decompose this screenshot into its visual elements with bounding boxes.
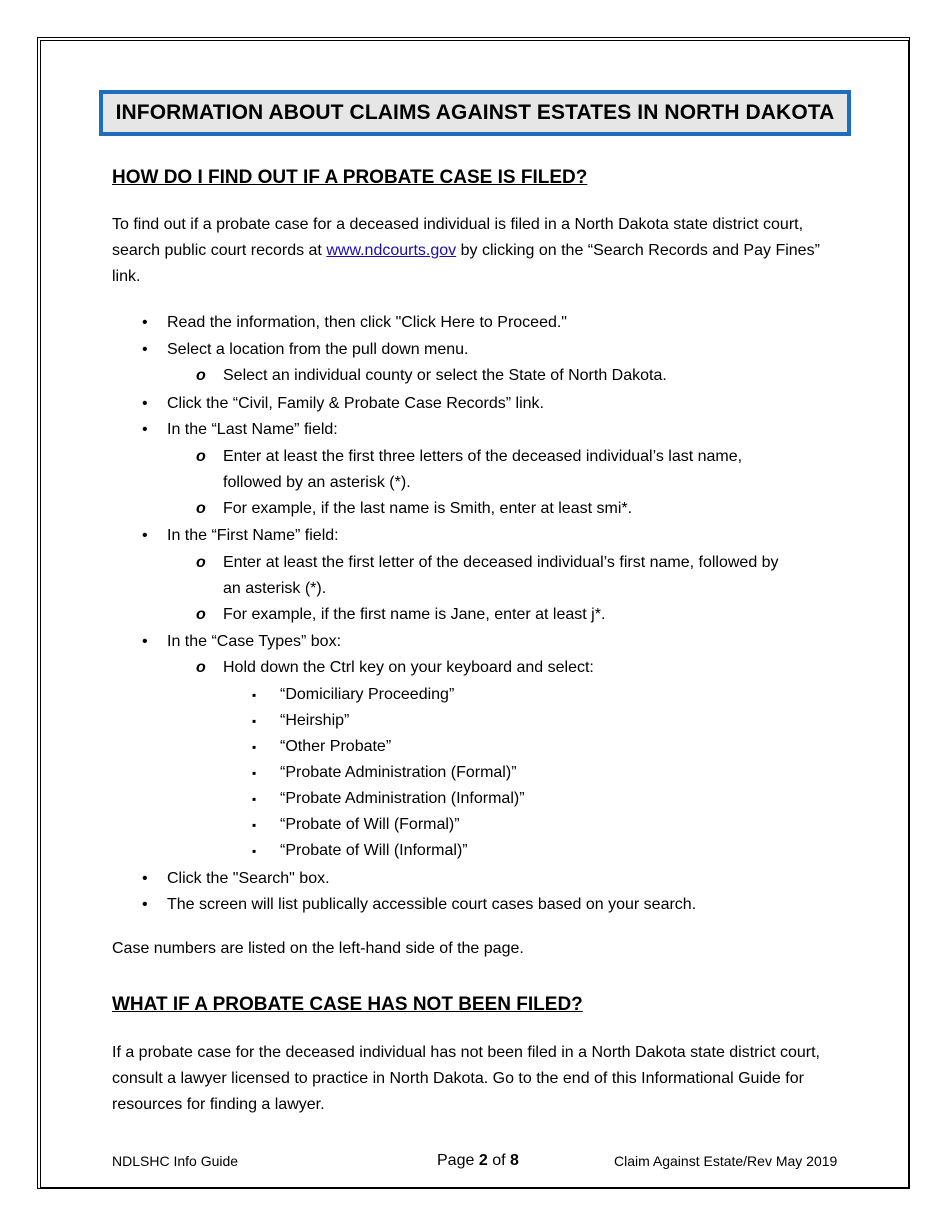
square-bullet-icon: ▪ [252,844,257,858]
sub-bullet-icon: o [196,554,206,571]
sub-bullet-icon: o [196,448,206,465]
section2-body: If a probate case for the deceased individual has not been filed in a North Dakota state district court, consult a lawyer licensed to practice in North Dakota. Go to the end of this Informational Guide for resources for finding a lawyer. [112,1044,820,1113]
section2-heading: WHAT IF A PROBATE CASE HAS NOT BEEN FILED? [112,994,583,1015]
bullet-icon: • [142,395,148,412]
bullet-icon: • [142,527,148,544]
step-select-location: Select a location from the pull down menu. [167,341,469,358]
bullet-icon: • [142,870,148,887]
bullet-icon: • [142,633,148,650]
intro-text-after-link: by clicking on the “Search Records and Pay Fines” link. [112,242,820,285]
square-bullet-icon: ▪ [252,688,257,702]
case-type-item: “Probate of Will (Informal)” [280,842,468,859]
step-last-name-field: In the “Last Name” field: [167,421,338,438]
step-read-info: Read the information, then click "Click Here to Proceed." [167,314,567,331]
case-type-item: “Heirship” [280,712,350,729]
sub-bullet-icon: o [196,659,206,676]
step-case-types-box: In the “Case Types” box: [167,633,342,650]
substep-first-name-enter-cont: an asterisk (*). [223,580,327,597]
substep-first-name-enter: Enter at least the first letter of the deceased individual’s first name, followed by [223,554,779,571]
intro-text-before-link: To find out if a probate case for a deceased individual is filed in a North Dakota state district court, search public court records at [112,216,804,259]
ndcourts-link[interactable]: www.ndcourts.gov [326,242,457,259]
square-bullet-icon: ▪ [252,714,257,728]
case-numbers-note: Case numbers are listed on the left-hand side of the page. [112,940,524,957]
bullet-icon: • [142,421,148,438]
bullet-icon: • [142,896,148,913]
sub-bullet-icon: o [196,367,206,384]
substep-select-county: Select an individual county or select the State of North Dakota. [223,367,667,384]
substep-hold-ctrl: Hold down the Ctrl key on your keyboard and select: [223,659,594,676]
case-type-item: “Probate Administration (Informal)” [280,790,525,807]
page-total: 8 [509,1152,519,1169]
page-of: of [492,1152,506,1169]
substep-last-name-example: For example, if the last name is Smith, enter at least smi*. [223,500,633,517]
square-bullet-icon: ▪ [252,766,257,780]
page-word: Page [437,1152,475,1169]
document-title: INFORMATION ABOUT CLAIMS AGAINST ESTATES IN NORTH DAKOTA [115,101,835,124]
section1-heading: HOW DO I FIND OUT IF A PROBATE CASE IS FILED? [112,167,588,188]
step-click-search: Click the "Search" box. [167,870,330,887]
sub-bullet-icon: o [196,500,206,517]
sub-bullet-icon: o [196,606,206,623]
section1-intro [112,212,847,290]
step-first-name-field: In the “First Name” field: [167,527,339,544]
footer-revision: Claim Against Estate/Rev May 2019 [614,1153,838,1169]
substep-last-name-enter: Enter at least the first three letters of the deceased individual’s last name, [223,448,743,465]
substep-first-name-example: For example, if the first name is Jane, enter at least j*. [223,606,606,623]
page-current: 2 [478,1152,488,1169]
bullet-icon: • [142,341,148,358]
square-bullet-icon: ▪ [252,740,257,754]
footer-page-number [437,1152,519,1170]
step-click-civil-link: Click the “Civil, Family & Probate Case Records” link. [167,395,544,412]
step-screen-list: The screen will list publically accessible court cases based on your search. [167,896,697,913]
square-bullet-icon: ▪ [252,818,257,832]
case-type-item: “Probate Administration (Formal)” [280,764,517,781]
bullet-icon: • [142,314,148,331]
footer-guide-name: NDLSHC Info Guide [112,1153,239,1169]
square-bullet-icon: ▪ [252,792,257,806]
substep-last-name-enter-cont: followed by an asterisk (*). [223,474,411,491]
case-type-item: “Probate of Will (Formal)” [280,816,460,833]
case-type-item: “Other Probate” [280,738,392,755]
case-type-item: “Domiciliary Proceeding” [280,686,455,703]
document-title-box [99,90,851,136]
